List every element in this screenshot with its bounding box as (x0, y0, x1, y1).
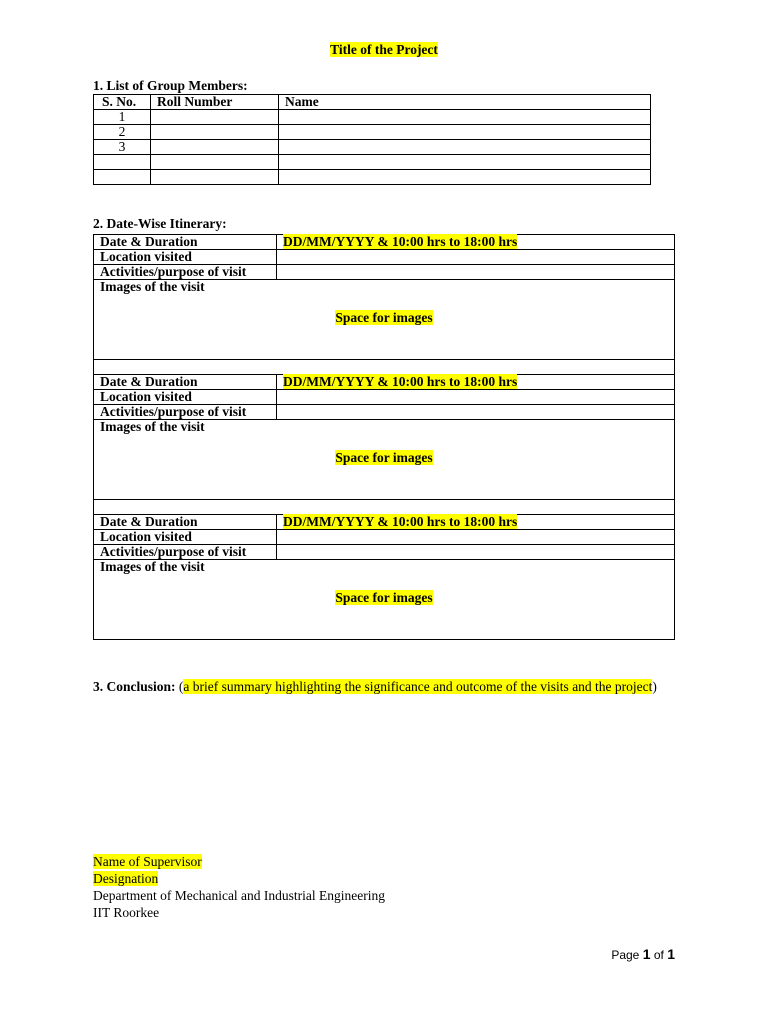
cell-sno[interactable] (94, 155, 151, 170)
activities-label: Activities/purpose of visit (94, 405, 277, 420)
spacer-cell (94, 500, 675, 515)
images-placeholder: Space for images (335, 590, 433, 605)
location-label: Location visited (94, 530, 277, 545)
table-row (94, 110, 651, 125)
itinerary-row-location (94, 250, 675, 265)
document-title (0, 42, 768, 58)
conclusion-text: a brief summary highlighting the significance and outcome of the visits and the project (183, 679, 653, 694)
itinerary-row-location (94, 530, 675, 545)
cell-sno[interactable]: 2 (94, 125, 151, 140)
activities-value[interactable] (277, 265, 675, 280)
images-placeholder: Space for images (335, 450, 433, 465)
images-label: Images of the visit (100, 279, 205, 294)
section2-heading: 2. Date-Wise Itinerary: (93, 216, 227, 231)
spacer-cell (94, 360, 675, 375)
section1-heading: 1. List of Group Members: (93, 78, 248, 93)
activities-label: Activities/purpose of visit (94, 265, 277, 280)
column-header-name: Name (279, 95, 651, 110)
total-pages: 1 (667, 946, 675, 962)
date-duration-label: Date & Duration (94, 235, 277, 250)
table-row (94, 155, 651, 170)
date-duration-value[interactable] (277, 235, 675, 250)
date-duration-value[interactable] (277, 515, 675, 530)
itinerary-spacer-row (94, 360, 675, 375)
group-members-table (93, 94, 651, 185)
images-cell[interactable] (94, 420, 675, 500)
cell-roll-number[interactable] (151, 155, 279, 170)
date-duration-text: DD/MM/YYYY & 10:00 hrs to 18:00 hrs (283, 234, 518, 249)
date-duration-label: Date & Duration (94, 375, 277, 390)
institute-name: IIT Roorkee (93, 905, 160, 920)
itinerary-row-date (94, 375, 675, 390)
date-duration-text: DD/MM/YYYY & 10:00 hrs to 18:00 hrs (283, 514, 518, 529)
section3-heading: 3. Conclusion: (93, 679, 176, 694)
table-row (94, 170, 651, 185)
itinerary-row-date (94, 235, 675, 250)
column-header-sno: S. No. (94, 95, 151, 110)
date-duration-label: Date & Duration (94, 515, 277, 530)
location-value[interactable] (277, 390, 675, 405)
cell-name[interactable] (279, 125, 651, 140)
page-number (611, 946, 675, 962)
date-duration-text: DD/MM/YYYY & 10:00 hrs to 18:00 hrs (283, 374, 518, 389)
current-page: 1 (642, 946, 651, 962)
itinerary-row-activities (94, 545, 675, 560)
cell-roll-number[interactable] (151, 110, 279, 125)
cell-name[interactable] (279, 140, 651, 155)
column-header-roll-number: Roll Number (151, 95, 279, 110)
images-placeholder: Space for images (335, 310, 433, 325)
cell-name[interactable] (279, 110, 651, 125)
table-header-row (94, 95, 651, 110)
cell-sno[interactable]: 1 (94, 110, 151, 125)
table-row (94, 125, 651, 140)
itinerary-spacer-row (94, 500, 675, 515)
conclusion-open-paren: ( (175, 679, 184, 694)
supervisor-name: Name of Supervisor (93, 854, 202, 869)
itinerary-row-date (94, 515, 675, 530)
itinerary-row-location (94, 390, 675, 405)
location-label: Location visited (94, 390, 277, 405)
supervisor-designation: Designation (93, 871, 159, 886)
signature-block (93, 853, 385, 921)
images-cell[interactable] (94, 280, 675, 360)
itinerary-row-activities (94, 265, 675, 280)
images-cell[interactable] (94, 560, 675, 640)
cell-roll-number[interactable] (151, 125, 279, 140)
cell-sno[interactable] (94, 170, 151, 185)
images-label: Images of the visit (100, 559, 205, 574)
location-value[interactable] (277, 250, 675, 265)
activities-value[interactable] (277, 545, 675, 560)
itinerary-row-images (94, 280, 675, 360)
cell-roll-number[interactable] (151, 140, 279, 155)
department-name: Department of Mechanical and Industrial Engineering (93, 888, 386, 903)
of-word: of (653, 948, 664, 962)
activities-value[interactable] (277, 405, 675, 420)
cell-name[interactable] (279, 170, 651, 185)
itinerary-row-images (94, 560, 675, 640)
itinerary-row-images (94, 420, 675, 500)
activities-label: Activities/purpose of visit (94, 545, 277, 560)
cell-name[interactable] (279, 155, 651, 170)
conclusion-close-paren: ) (652, 679, 657, 694)
table-row (94, 140, 651, 155)
conclusion-paragraph (93, 678, 675, 695)
title-text: Title of the Project (330, 42, 438, 57)
location-value[interactable] (277, 530, 675, 545)
date-duration-value[interactable] (277, 375, 675, 390)
itinerary-row-activities (94, 405, 675, 420)
location-label: Location visited (94, 250, 277, 265)
cell-sno[interactable]: 3 (94, 140, 151, 155)
itinerary-table (93, 234, 675, 640)
cell-roll-number[interactable] (151, 170, 279, 185)
page-word: Page (611, 948, 640, 962)
images-label: Images of the visit (100, 419, 205, 434)
